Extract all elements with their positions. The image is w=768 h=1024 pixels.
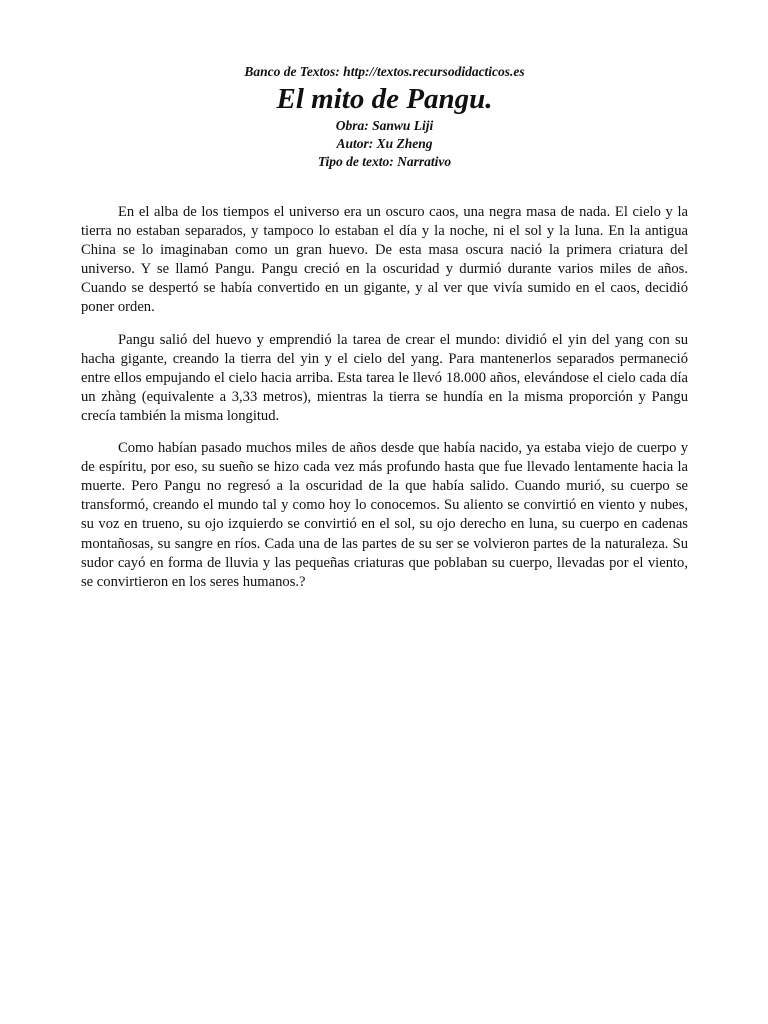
document-header bbox=[81, 62, 688, 171]
paragraph-3: Como habían pasado muchos miles de años desde que había nacido, ya estaba viejo de cuerpo y de espíritu, por eso, su sueño se hizo cada vez más profundo hasta que fue llevado lentamente hacia la muerte. Pero Pangu no regresó a la oscuridad de la que había salido. Cuando murió, su cuerpo se transformó, creando el mundo tal y como hoy lo conocemos. Su aliento se convirtió en viento y nubes, su voz en trueno, su ojo izquierdo se convirtió en el sol, su ojo derecho en luna, su cuerpo en cadenas montañosas, su sangre en ríos. Cada una de las partes de su ser se volvieron partes de la naturaleza. Su sudor cayó en forma de lluvia y las pequeñas criaturas que poblaban su cuerpo, llevadas por el viento, se convirtieron en los seres humanos.? bbox=[81, 440, 688, 590]
paragraph-2: Pangu salió del huevo y emprendió la tarea de crear el mundo: dividió el yin del yang con su hacha gigante, creando la tierra del yin y el cielo del yang. Para mantenerlos separados permaneció entre ellos empujando el cielo hacia arriba. Esta tarea le llevó 18.000 años, elevándose el cielo cada día un zhàng (equivalente a 3,33 metros), mientras la tierra se hundía en la misma proporción y Pangu crecía también la misma longitud. bbox=[81, 331, 688, 424]
document-body bbox=[81, 203, 688, 592]
author-line: Autor: Xu Zheng bbox=[336, 136, 433, 151]
source-line: Banco de Textos: http://textos.recursodidacticos.es bbox=[244, 64, 525, 79]
paragraph-1: En el alba de los tiempos el universo era un oscuro caos, una negra masa de nada. El cielo y la tierra no estaban separados, y tampoco lo estaban el día y la noche, ni el sol y la luna. En la antigua China se lo imaginaban como un gran huevo. De esta masa oscura nació la primera criatura del universo. Y se llamó Pangu. Pangu creció en la oscuridad y durmió durante varios miles de años. Cuando se despertó se había convertido en un gigante, y al ver que vivía sumido en el caos, decidió poner orden. bbox=[81, 204, 688, 316]
work-line: Obra: Sanwu Liji bbox=[335, 118, 434, 133]
text-type-line: Tipo de texto: Narrativo bbox=[317, 154, 452, 169]
document-title: El mito de Pangu. bbox=[276, 83, 493, 115]
document-page bbox=[81, 62, 688, 605]
